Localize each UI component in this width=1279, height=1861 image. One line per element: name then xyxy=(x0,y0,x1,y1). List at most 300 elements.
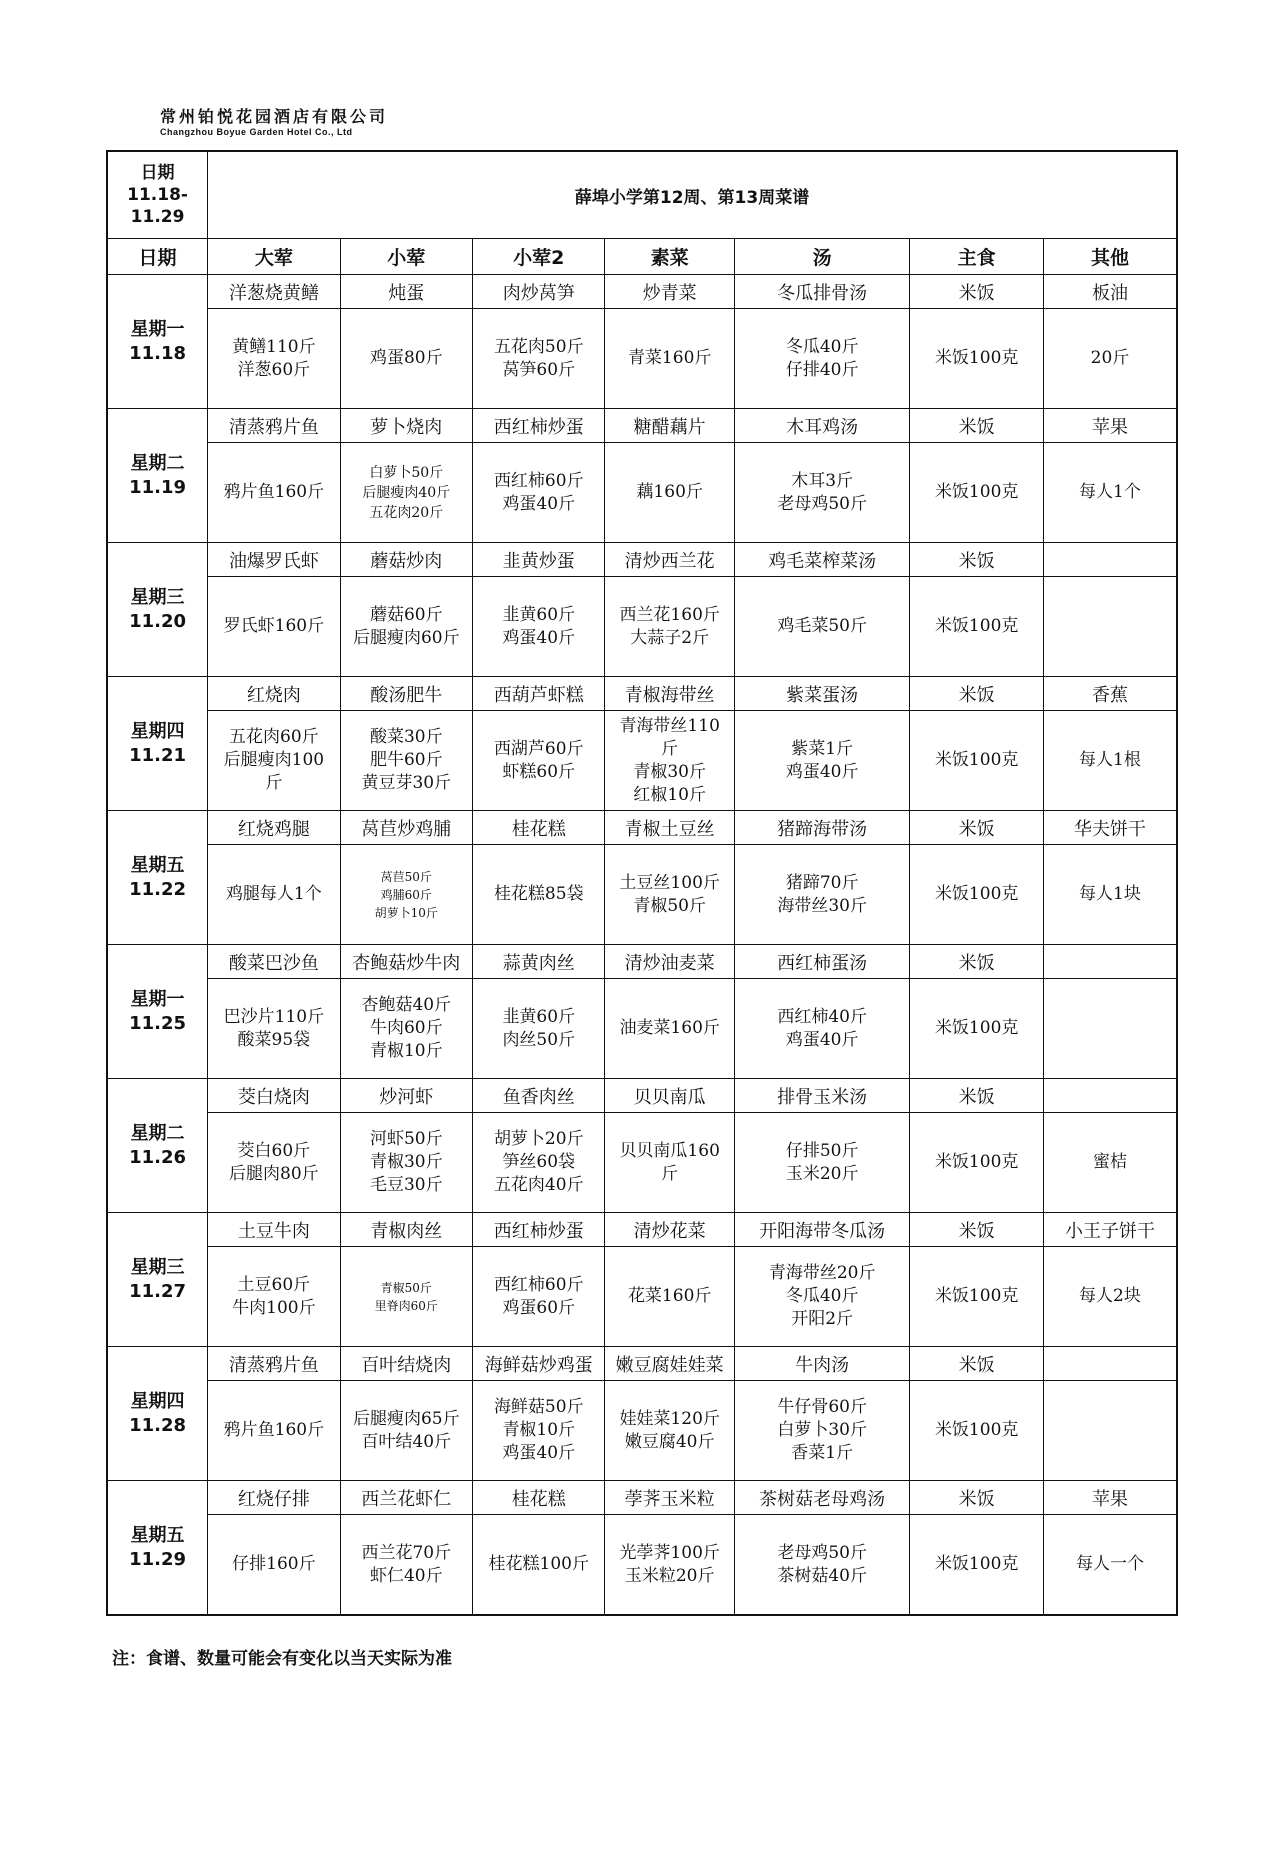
quantity-line: 黄鳝110斤 xyxy=(232,336,316,357)
quantity-line: 每人1根 xyxy=(1079,750,1141,770)
quantity-big-meat xyxy=(208,309,340,409)
dish-soup: 冬瓜排骨汤 xyxy=(734,275,910,309)
column-header-staple: 主食 xyxy=(910,239,1043,275)
quantity-line: 鸡蛋80斤 xyxy=(369,348,443,368)
quantity-other xyxy=(1043,443,1177,543)
quantity-row xyxy=(107,711,1177,811)
dish-small-meat-2: 鱼香肉丝 xyxy=(473,1079,605,1113)
quantity-line: 每人1块 xyxy=(1079,884,1141,904)
quantity-line: 米饭100克 xyxy=(934,616,1019,636)
quantity-big-meat xyxy=(208,443,340,543)
quantity-staple xyxy=(910,845,1043,945)
dish-soup: 紫菜蛋汤 xyxy=(734,677,910,711)
quantity-other xyxy=(1043,1515,1177,1616)
weekday-label: 星期二 xyxy=(130,1122,185,1144)
day-cell xyxy=(107,409,208,543)
dish-big-meat: 红烧肉 xyxy=(208,677,340,711)
quantity-soup xyxy=(734,309,910,409)
dish-other: 小王子饼干 xyxy=(1043,1213,1177,1247)
quantity-line: 五花肉40斤 xyxy=(493,1175,584,1195)
dish-vegetable: 贝贝南瓜 xyxy=(605,1079,734,1113)
dish-other xyxy=(1043,1079,1177,1113)
day-date: 11.21 xyxy=(129,744,187,766)
quantity-line: 米饭100克 xyxy=(934,348,1019,368)
dish-other xyxy=(1043,1347,1177,1381)
quantity-line: 五花肉20斤 xyxy=(369,504,444,521)
dish-big-meat: 油爆罗氏虾 xyxy=(208,543,340,577)
column-header-row xyxy=(107,239,1177,275)
dish-soup: 木耳鸡汤 xyxy=(734,409,910,443)
quantity-small-meat-2 xyxy=(473,1113,605,1213)
quantity-line: 鸡毛菜50斤 xyxy=(777,616,867,636)
dish-big-meat: 土豆牛肉 xyxy=(208,1213,340,1247)
day-date: 11.26 xyxy=(129,1146,187,1168)
dish-staple: 米饭 xyxy=(910,543,1043,577)
quantity-vegetable xyxy=(605,443,734,543)
dish-other: 香蕉 xyxy=(1043,677,1177,711)
quantity-other xyxy=(1043,845,1177,945)
dish-row xyxy=(107,1079,1177,1113)
quantity-line: 红椒10斤 xyxy=(633,784,706,805)
dish-staple: 米饭 xyxy=(910,811,1043,845)
quantity-line: 胡萝卜10斤 xyxy=(374,905,438,920)
dish-small-meat-2: 蒜黄肉丝 xyxy=(473,945,605,979)
quantity-line: 花菜160斤 xyxy=(627,1286,712,1306)
quantity-line: 罗氏虾160斤 xyxy=(223,616,325,636)
menu-title: 薛埠小学第12周、第13周菜谱 xyxy=(208,151,1177,239)
dish-small-meat-2: 韭黄炒蛋 xyxy=(473,543,605,577)
quantity-line: 米饭100克 xyxy=(934,482,1019,502)
quantity-big-meat xyxy=(208,845,340,945)
quantity-vegetable xyxy=(605,845,734,945)
dish-soup: 排骨玉米汤 xyxy=(734,1079,910,1113)
dish-big-meat: 红烧仔排 xyxy=(208,1481,340,1515)
quantity-line: 五花肉50斤 xyxy=(493,336,584,357)
quantity-big-meat xyxy=(208,1247,340,1347)
column-header-date: 日期 xyxy=(107,239,208,275)
quantity-line: 鸡蛋40斤 xyxy=(502,493,576,514)
quantity-small-meat xyxy=(340,1515,472,1616)
day-date: 11.25 xyxy=(129,1012,187,1034)
quantity-line: 蜜桔 xyxy=(1092,1152,1127,1172)
quantity-line: 酸菜95袋 xyxy=(237,1029,311,1050)
dish-small-meat-2: 桂花糕 xyxy=(473,811,605,845)
quantity-soup xyxy=(734,979,910,1079)
quantity-vegetable xyxy=(605,309,734,409)
quantity-line: 米饭100克 xyxy=(934,1286,1019,1306)
company-name-en: Changzhou Boyue Garden Hotel Co., Ltd xyxy=(160,127,353,137)
dish-row xyxy=(107,811,1177,845)
quantity-line: 鸡蛋40斤 xyxy=(502,627,576,648)
dish-staple: 米饭 xyxy=(910,1213,1043,1247)
quantity-soup xyxy=(734,443,910,543)
quantity-line: 青椒10斤 xyxy=(369,1041,443,1061)
quantity-line: 酸菜30斤 xyxy=(369,727,443,747)
quantity-line: 牛肉100斤 xyxy=(232,1297,316,1318)
dish-soup: 茶树菇老母鸡汤 xyxy=(734,1481,910,1515)
day-cell xyxy=(107,945,208,1079)
quantity-small-meat-2 xyxy=(473,309,605,409)
quantity-staple xyxy=(910,1247,1043,1347)
quantity-line: 鸡脯60斤 xyxy=(380,887,432,902)
dish-row xyxy=(107,275,1177,309)
day-cell xyxy=(107,1079,208,1213)
column-header-other: 其他 xyxy=(1043,239,1177,275)
quantity-row xyxy=(107,1113,1177,1213)
dish-vegetable: 嫩豆腐娃娃菜 xyxy=(605,1347,734,1381)
dish-soup: 开阳海带冬瓜汤 xyxy=(734,1213,910,1247)
quantity-staple xyxy=(910,577,1043,677)
weekday-label: 星期三 xyxy=(130,1256,185,1278)
quantity-line: 五花肉60斤 xyxy=(229,727,319,747)
quantity-small-meat xyxy=(340,443,472,543)
dish-staple: 米饭 xyxy=(910,409,1043,443)
quantity-line: 西红柿60斤 xyxy=(493,470,584,491)
quantity-small-meat xyxy=(340,1113,472,1213)
quantity-vegetable xyxy=(605,577,734,677)
dish-small-meat: 炖蛋 xyxy=(340,275,472,309)
quantity-line: 青海带丝20斤 xyxy=(768,1263,876,1283)
dish-small-meat: 蘑菇炒肉 xyxy=(340,543,472,577)
dish-vegetable: 青椒海带丝 xyxy=(605,677,734,711)
quantity-line: 鸡腿每人1个 xyxy=(225,884,322,904)
quantity-line: 冬瓜40斤 xyxy=(785,336,859,357)
dish-other: 板油 xyxy=(1043,275,1177,309)
quantity-line: 青海带丝110 xyxy=(619,715,720,736)
day-cell xyxy=(107,275,208,409)
day-date: 11.22 xyxy=(129,878,187,900)
quantity-vegetable xyxy=(605,1515,734,1616)
quantity-line: 桂花糕100斤 xyxy=(488,1554,589,1574)
column-header-vegetable: 素菜 xyxy=(605,239,734,275)
quantity-other xyxy=(1043,1247,1177,1347)
weekday-label: 星期五 xyxy=(130,1524,185,1546)
quantity-line: 鸦片鱼160斤 xyxy=(223,1420,325,1440)
quantity-line: 莴苣50斤 xyxy=(380,869,432,884)
quantity-line: 黄豆芽30斤 xyxy=(361,773,452,793)
quantity-small-meat xyxy=(340,979,472,1079)
dish-big-meat: 茭白烧肉 xyxy=(208,1079,340,1113)
dish-small-meat-2: 桂花糕 xyxy=(473,1481,605,1515)
quantity-vegetable xyxy=(605,1113,734,1213)
weekday-label: 星期四 xyxy=(130,1390,185,1412)
dish-staple: 米饭 xyxy=(910,1347,1043,1381)
dish-small-meat: 青椒肉丝 xyxy=(340,1213,472,1247)
quantity-line: 玉米20斤 xyxy=(785,1163,859,1184)
quantity-line: 海带丝30斤 xyxy=(777,895,867,916)
quantity-small-meat-2 xyxy=(473,1515,605,1616)
quantity-soup xyxy=(734,577,910,677)
quantity-staple xyxy=(910,443,1043,543)
quantity-line: 毛豆30斤 xyxy=(369,1175,443,1195)
quantity-line: 青菜160斤 xyxy=(627,348,712,368)
quantity-other xyxy=(1043,1113,1177,1213)
dish-small-meat-2: 西红柿炒蛋 xyxy=(473,409,605,443)
column-header-big-meat: 大荤 xyxy=(208,239,340,275)
dish-staple: 米饭 xyxy=(910,945,1043,979)
quantity-line: 鸡蛋40斤 xyxy=(785,1029,859,1050)
quantity-line: 每人一个 xyxy=(1075,1554,1144,1574)
footnote: 注：食谱、数量可能会有变化以当天实际为准 xyxy=(112,1649,452,1669)
quantity-line: 莴笋60斤 xyxy=(502,359,576,380)
quantity-line: 光荸荠100斤 xyxy=(619,1542,720,1563)
quantity-line: 娃娃菜120斤 xyxy=(619,1408,720,1429)
dish-small-meat: 西兰花虾仁 xyxy=(340,1481,472,1515)
quantity-small-meat-2 xyxy=(473,1381,605,1481)
dish-vegetable: 清炒花菜 xyxy=(605,1213,734,1247)
quantity-line: 西红柿40斤 xyxy=(777,1006,867,1027)
quantity-small-meat-2 xyxy=(473,443,605,543)
quantity-line: 斤 xyxy=(661,1163,679,1184)
dish-vegetable: 青椒土豆丝 xyxy=(605,811,734,845)
quantity-line: 米饭100克 xyxy=(934,1018,1019,1038)
quantity-line: 米饭100克 xyxy=(934,884,1019,904)
quantity-line: 鸦片鱼160斤 xyxy=(223,482,325,502)
quantity-line: 后腿瘦肉40斤 xyxy=(362,484,451,501)
quantity-vegetable xyxy=(605,711,734,811)
quantity-row xyxy=(107,1381,1177,1481)
quantity-vegetable xyxy=(605,1381,734,1481)
dish-vegetable: 糖醋藕片 xyxy=(605,409,734,443)
quantity-big-meat xyxy=(208,1113,340,1213)
quantity-small-meat xyxy=(340,711,472,811)
quantity-line: 虾仁40斤 xyxy=(369,1565,443,1586)
dish-small-meat-2: 西红柿炒蛋 xyxy=(473,1213,605,1247)
title-row xyxy=(107,151,1177,239)
quantity-row xyxy=(107,1247,1177,1347)
quantity-other xyxy=(1043,577,1177,677)
quantity-small-meat xyxy=(340,845,472,945)
dish-other: 苹果 xyxy=(1043,1481,1177,1515)
quantity-staple xyxy=(910,711,1043,811)
quantity-line: 后腿肉80斤 xyxy=(229,1163,319,1184)
day-cell xyxy=(107,677,208,811)
day-date: 11.29 xyxy=(129,1548,187,1570)
quantity-line: 桂花糕85袋 xyxy=(493,884,584,904)
weekday-label: 星期三 xyxy=(130,586,185,608)
day-date: 11.27 xyxy=(129,1280,187,1302)
dish-small-meat-2: 西葫芦虾糕 xyxy=(473,677,605,711)
quantity-big-meat xyxy=(208,711,340,811)
quantity-line: 后腿瘦肉100 xyxy=(223,750,325,770)
quantity-line: 玉米粒20斤 xyxy=(624,1565,715,1586)
dish-row xyxy=(107,409,1177,443)
quantity-big-meat xyxy=(208,1381,340,1481)
quantity-line: 20斤 xyxy=(1090,348,1130,368)
quantity-line: 牛肉60斤 xyxy=(369,1018,443,1038)
dish-other xyxy=(1043,945,1177,979)
quantity-line: 仔排40斤 xyxy=(785,359,859,380)
quantity-line: 后腿瘦肉60斤 xyxy=(352,627,460,648)
quantity-line: 青椒30斤 xyxy=(369,1152,443,1172)
quantity-row xyxy=(107,309,1177,409)
weekday-label: 星期五 xyxy=(130,854,185,876)
day-cell xyxy=(107,1347,208,1481)
quantity-line: 老母鸡50斤 xyxy=(777,1542,867,1563)
dish-row xyxy=(107,1347,1177,1381)
quantity-line: 米饭100克 xyxy=(934,750,1019,770)
day-cell xyxy=(107,543,208,677)
quantity-line: 里脊肉60斤 xyxy=(374,1298,438,1313)
quantity-staple xyxy=(910,1515,1043,1616)
quantity-staple xyxy=(910,979,1043,1079)
quantity-line: 肉丝50斤 xyxy=(502,1029,576,1050)
quantity-line: 青椒50斤 xyxy=(633,895,706,916)
dish-vegetable: 清炒西兰花 xyxy=(605,543,734,577)
menu-table xyxy=(106,150,1178,1616)
quantity-soup xyxy=(734,1381,910,1481)
quantity-line: 茶树菇40斤 xyxy=(777,1565,867,1586)
date-label: 日期 xyxy=(140,163,175,183)
day-date: 11.28 xyxy=(129,1414,187,1436)
quantity-line: 大蒜子2斤 xyxy=(630,627,710,648)
column-header-soup: 汤 xyxy=(734,239,910,275)
dish-vegetable: 炒青菜 xyxy=(605,275,734,309)
company-letterhead xyxy=(160,108,388,138)
quantity-vegetable xyxy=(605,979,734,1079)
quantity-line: 河虾50斤 xyxy=(369,1129,443,1149)
quantity-line: 胡萝卜20斤 xyxy=(493,1129,584,1149)
quantity-line: 白萝卜30斤 xyxy=(777,1420,867,1440)
date-range: 11.18-11.29 xyxy=(127,185,188,227)
dish-small-meat-2: 海鲜菇炒鸡蛋 xyxy=(473,1347,605,1381)
quantity-line: 木耳3斤 xyxy=(791,470,854,491)
quantity-other xyxy=(1043,979,1177,1079)
day-cell xyxy=(107,1213,208,1347)
dish-soup: 牛肉汤 xyxy=(734,1347,910,1381)
quantity-line: 土豆60斤 xyxy=(237,1274,311,1295)
dish-small-meat: 炒河虾 xyxy=(340,1079,472,1113)
quantity-line: 米饭100克 xyxy=(934,1554,1019,1574)
quantity-row xyxy=(107,845,1177,945)
quantity-line: 牛仔骨60斤 xyxy=(777,1397,867,1417)
date-range-cell xyxy=(107,151,208,239)
quantity-small-meat-2 xyxy=(473,711,605,811)
dish-row xyxy=(107,1481,1177,1515)
quantity-line: 仔排50斤 xyxy=(785,1140,859,1161)
quantity-line: 老母鸡50斤 xyxy=(777,493,867,514)
quantity-line: 藕160斤 xyxy=(636,482,703,502)
quantity-line: 虾糕60斤 xyxy=(502,761,576,782)
quantity-soup xyxy=(734,1247,910,1347)
day-date: 11.18 xyxy=(129,342,187,364)
quantity-line: 米饭100克 xyxy=(934,1152,1019,1172)
quantity-row xyxy=(107,577,1177,677)
quantity-line: 每人2块 xyxy=(1079,1286,1141,1306)
quantity-line: 嫩豆腐40斤 xyxy=(624,1431,715,1452)
quantity-line: 鸡蛋40斤 xyxy=(502,1443,576,1463)
quantity-staple xyxy=(910,1113,1043,1213)
dish-big-meat: 红烧鸡腿 xyxy=(208,811,340,845)
column-header-small-meat-2: 小荤2 xyxy=(473,239,605,275)
dish-soup: 猪蹄海带汤 xyxy=(734,811,910,845)
dish-row xyxy=(107,1213,1177,1247)
quantity-line: 蘑菇60斤 xyxy=(369,604,443,625)
quantity-line: 青椒50斤 xyxy=(380,1280,432,1295)
dish-small-meat: 莴苣炒鸡脯 xyxy=(340,811,472,845)
day-cell xyxy=(107,811,208,945)
quantity-line: 韭黄60斤 xyxy=(502,1006,576,1027)
dish-other: 苹果 xyxy=(1043,409,1177,443)
quantity-line: 茭白60斤 xyxy=(237,1140,311,1161)
quantity-other xyxy=(1043,711,1177,811)
quantity-other xyxy=(1043,309,1177,409)
quantity-line: 仔排160斤 xyxy=(232,1554,316,1574)
quantity-small-meat xyxy=(340,1247,472,1347)
quantity-line: 海鲜菇50斤 xyxy=(493,1397,584,1417)
dish-staple: 米饭 xyxy=(910,1481,1043,1515)
quantity-line: 贝贝南瓜160 xyxy=(619,1140,720,1161)
quantity-soup xyxy=(734,1515,910,1616)
dish-small-meat-2: 肉炒莴笋 xyxy=(473,275,605,309)
quantity-line: 斤 xyxy=(265,773,283,793)
dish-other: 华夫饼干 xyxy=(1043,811,1177,845)
dish-vegetable: 清炒油麦菜 xyxy=(605,945,734,979)
quantity-big-meat xyxy=(208,577,340,677)
dish-soup: 鸡毛菜榨菜汤 xyxy=(734,543,910,577)
quantity-line: 香菜1斤 xyxy=(791,1443,854,1463)
quantity-line: 冬瓜40斤 xyxy=(785,1286,859,1306)
weekday-label: 星期四 xyxy=(130,720,185,742)
quantity-soup xyxy=(734,845,910,945)
dish-big-meat: 清蒸鸦片鱼 xyxy=(208,1347,340,1381)
dish-small-meat: 酸汤肥牛 xyxy=(340,677,472,711)
dish-small-meat: 萝卜烧肉 xyxy=(340,409,472,443)
quantity-line: 笋丝60袋 xyxy=(502,1152,576,1172)
dish-big-meat: 洋葱烧黄鳝 xyxy=(208,275,340,309)
dish-big-meat: 酸菜巴沙鱼 xyxy=(208,945,340,979)
quantity-small-meat-2 xyxy=(473,845,605,945)
quantity-small-meat xyxy=(340,577,472,677)
quantity-line: 紫菜1斤 xyxy=(791,738,854,759)
quantity-line: 鸡蛋40斤 xyxy=(785,761,859,782)
quantity-line: 韭黄60斤 xyxy=(502,604,576,625)
quantity-staple xyxy=(910,309,1043,409)
dish-small-meat: 杏鲍菇炒牛肉 xyxy=(340,945,472,979)
quantity-line: 米饭100克 xyxy=(934,1420,1019,1440)
quantity-line: 西红柿60斤 xyxy=(493,1274,584,1295)
quantity-line: 油麦菜160斤 xyxy=(619,1018,720,1038)
dish-row xyxy=(107,543,1177,577)
dish-vegetable: 荸荠玉米粒 xyxy=(605,1481,734,1515)
quantity-line: 后腿瘦肉65斤 xyxy=(352,1408,460,1429)
quantity-line: 土豆丝100斤 xyxy=(619,872,720,893)
quantity-line: 白萝卜50斤 xyxy=(369,464,444,481)
quantity-small-meat xyxy=(340,1381,472,1481)
dish-staple: 米饭 xyxy=(910,1079,1043,1113)
quantity-line: 猪蹄70斤 xyxy=(785,872,859,893)
dish-row xyxy=(107,945,1177,979)
quantity-soup xyxy=(734,711,910,811)
day-date: 11.19 xyxy=(129,476,187,498)
quantity-line: 每人1个 xyxy=(1079,482,1141,502)
quantity-vegetable xyxy=(605,1247,734,1347)
quantity-line: 西兰花70斤 xyxy=(361,1542,452,1563)
quantity-line: 巴沙片110斤 xyxy=(223,1006,325,1027)
dish-big-meat: 清蒸鸦片鱼 xyxy=(208,409,340,443)
quantity-other xyxy=(1043,1381,1177,1481)
quantity-line: 杏鲍菇40斤 xyxy=(361,995,452,1015)
quantity-line: 肥牛60斤 xyxy=(369,750,443,770)
dish-staple: 米饭 xyxy=(910,677,1043,711)
quantity-row xyxy=(107,1515,1177,1616)
dish-staple: 米饭 xyxy=(910,275,1043,309)
company-name-cn: 常州铂悦花园酒店有限公司 xyxy=(160,107,389,126)
quantity-line: 斤 xyxy=(661,738,679,759)
quantity-small-meat-2 xyxy=(473,979,605,1079)
weekday-label: 星期一 xyxy=(130,318,185,340)
column-header-small-meat: 小荤 xyxy=(340,239,472,275)
